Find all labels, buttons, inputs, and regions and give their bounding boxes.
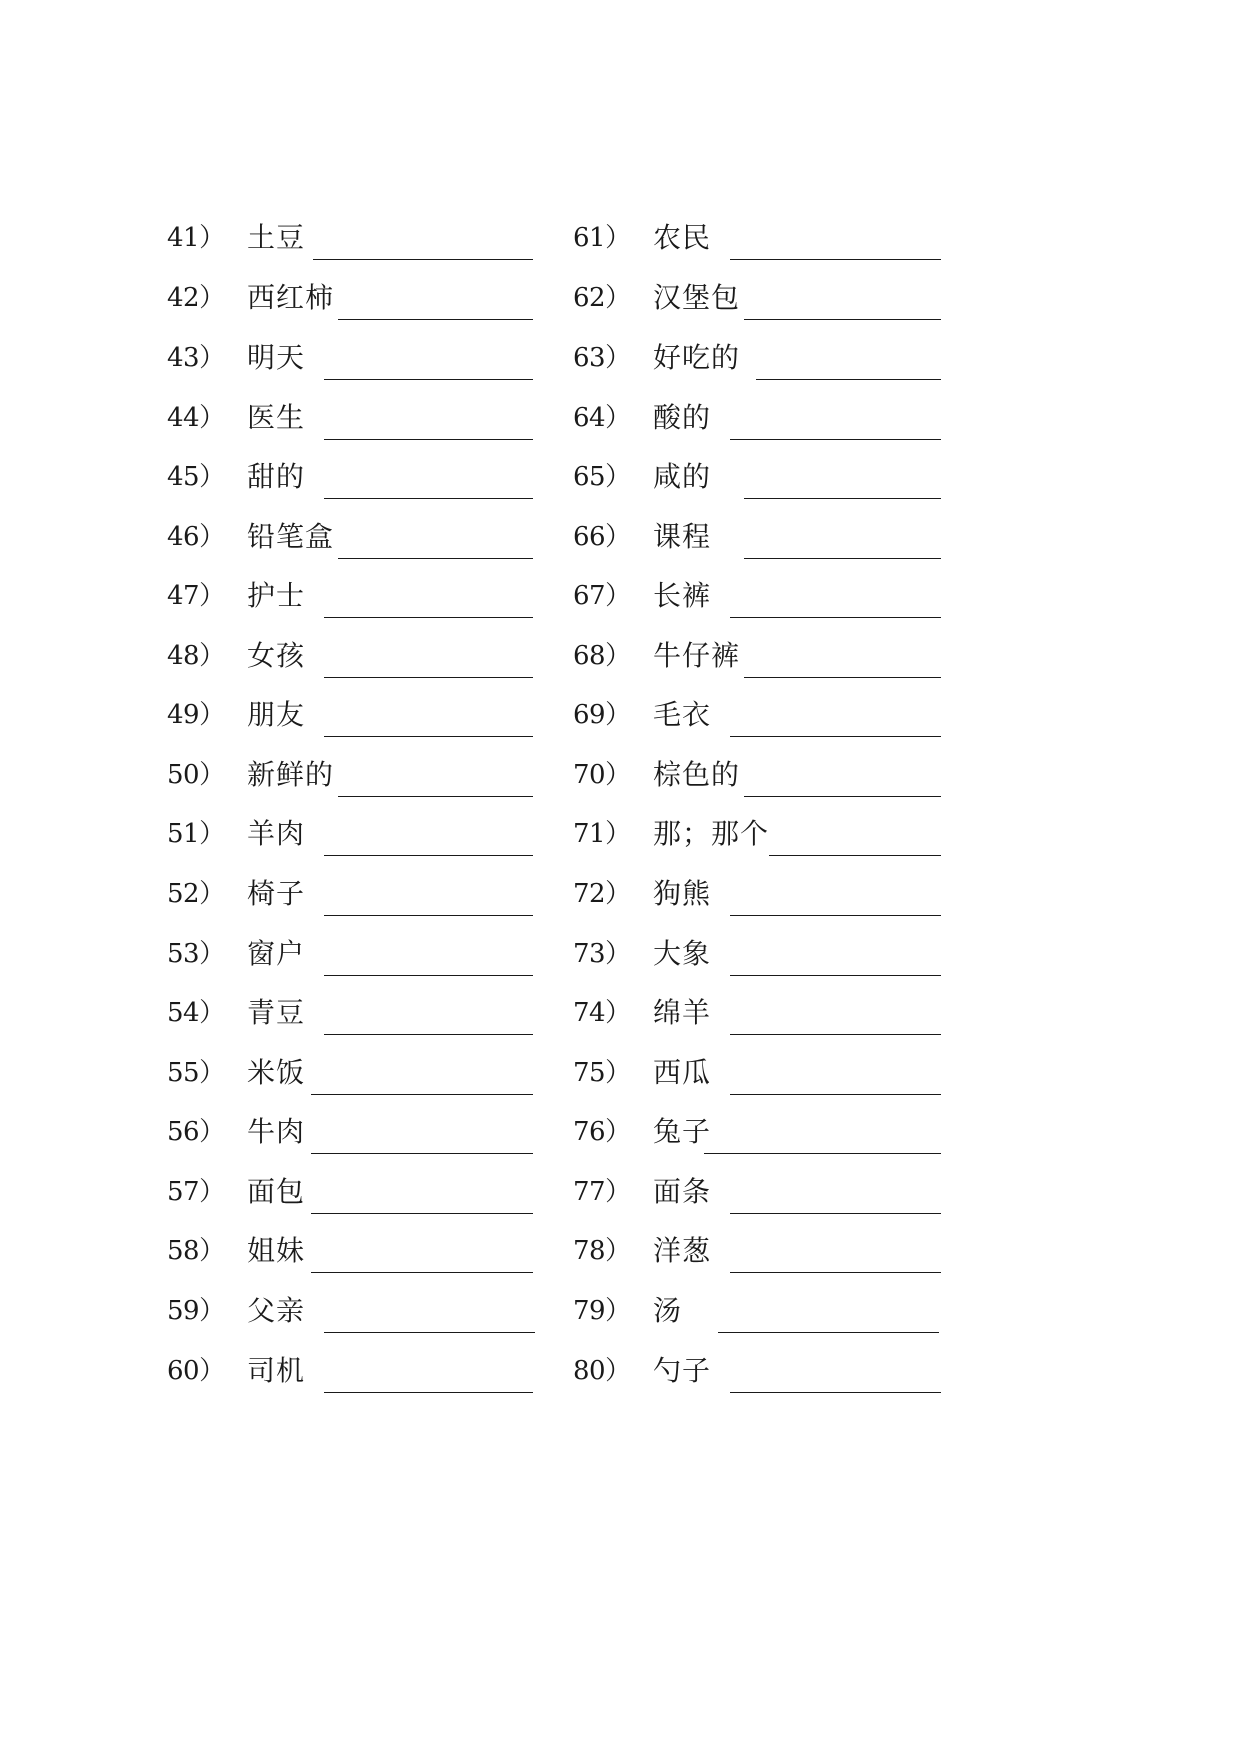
answer-line[interactable] [730, 439, 941, 440]
item-number: 61） [573, 223, 631, 253]
list-item [573, 995, 943, 1035]
item-number: 78） [573, 1236, 631, 1266]
list-item [573, 1055, 943, 1095]
answer-line[interactable] [311, 1272, 533, 1273]
list-item [573, 1174, 943, 1214]
answer-line[interactable] [730, 975, 941, 976]
answer-line[interactable] [744, 677, 941, 678]
item-word: 司机 [247, 1354, 306, 1387]
item-word: 青豆 [247, 996, 306, 1029]
item-number: 43） [167, 343, 225, 373]
list-item [167, 1174, 535, 1214]
item-number: 76） [573, 1117, 631, 1147]
list-item [573, 1114, 943, 1154]
item-number: 73） [573, 939, 631, 969]
answer-line[interactable] [744, 498, 941, 499]
item-word: 米饭 [247, 1056, 306, 1089]
item-number: 54） [167, 998, 225, 1028]
list-item [573, 519, 943, 559]
item-word: 绵羊 [653, 996, 712, 1029]
item-number: 62） [573, 283, 631, 313]
answer-line[interactable] [338, 319, 533, 320]
item-number: 65） [573, 462, 631, 492]
answer-line[interactable] [704, 1153, 941, 1154]
item-word: 大象 [653, 937, 712, 970]
answer-line[interactable] [744, 319, 941, 320]
list-item [167, 459, 535, 499]
list-item [167, 220, 535, 260]
answer-line[interactable] [324, 379, 533, 380]
answer-line[interactable] [313, 259, 533, 260]
list-item [573, 220, 943, 260]
item-word: 洋葱 [653, 1234, 712, 1267]
answer-line[interactable] [744, 796, 941, 797]
answer-line[interactable] [324, 975, 533, 976]
answer-line[interactable] [338, 796, 533, 797]
item-word: 椅子 [247, 877, 306, 910]
list-item [573, 757, 943, 797]
answer-line[interactable] [730, 1094, 941, 1095]
item-word: 朋友 [247, 698, 306, 731]
answer-line[interactable] [744, 558, 941, 559]
item-number: 41） [167, 223, 225, 253]
list-item [573, 876, 943, 916]
answer-line[interactable] [324, 855, 533, 856]
item-number: 60） [167, 1356, 225, 1386]
list-item [167, 280, 535, 320]
answer-line[interactable] [324, 1034, 533, 1035]
answer-line[interactable] [324, 677, 533, 678]
item-word: 咸的 [653, 460, 712, 493]
list-item [167, 995, 535, 1035]
answer-line[interactable] [769, 855, 941, 856]
list-item [573, 1353, 943, 1393]
list-item [167, 519, 535, 559]
item-word: 甜的 [247, 460, 306, 493]
item-number: 68） [573, 641, 631, 671]
item-word: 姐妹 [247, 1234, 306, 1267]
answer-line[interactable] [324, 915, 533, 916]
list-item [167, 1233, 535, 1273]
list-item [573, 280, 943, 320]
answer-line[interactable] [338, 558, 533, 559]
list-item [167, 1293, 535, 1333]
answer-line[interactable] [730, 1392, 941, 1393]
item-word: 女孩 [247, 639, 306, 672]
item-number: 77） [573, 1177, 631, 1207]
list-item [573, 697, 943, 737]
answer-line[interactable] [730, 736, 941, 737]
item-word: 长裤 [653, 579, 712, 612]
item-word: 棕色的 [653, 758, 741, 791]
answer-line[interactable] [730, 1272, 941, 1273]
item-number: 59） [167, 1296, 225, 1326]
answer-line[interactable] [324, 736, 533, 737]
list-item [573, 638, 943, 678]
answer-line[interactable] [756, 379, 941, 380]
item-word: 新鲜的 [247, 758, 335, 791]
answer-line[interactable] [324, 1392, 533, 1393]
item-number: 80） [573, 1356, 631, 1386]
answer-line[interactable] [324, 617, 533, 618]
item-number: 49） [167, 700, 225, 730]
item-number: 70） [573, 760, 631, 790]
list-item [167, 936, 535, 976]
list-item [167, 578, 535, 618]
answer-line[interactable] [730, 617, 941, 618]
item-number: 79） [573, 1296, 631, 1326]
answer-line[interactable] [311, 1153, 533, 1154]
list-item [573, 459, 943, 499]
item-word: 酸的 [653, 401, 712, 434]
item-number: 74） [573, 998, 631, 1028]
item-number: 66） [573, 522, 631, 552]
list-item [167, 816, 535, 856]
list-item [573, 1233, 943, 1273]
item-number: 57） [167, 1177, 225, 1207]
item-number: 55） [167, 1058, 225, 1088]
item-word: 医生 [247, 401, 306, 434]
item-word: 面包 [247, 1175, 306, 1208]
answer-line[interactable] [311, 1213, 533, 1214]
item-number: 45） [167, 462, 225, 492]
item-number: 47） [167, 581, 225, 611]
item-number: 75） [573, 1058, 631, 1088]
item-number: 50） [167, 760, 225, 790]
list-item [167, 400, 535, 440]
item-word: 窗户 [247, 937, 306, 970]
answer-line[interactable] [730, 259, 941, 260]
item-word: 课程 [653, 520, 712, 553]
item-number: 63） [573, 343, 631, 373]
list-item [573, 936, 943, 976]
item-word: 毛衣 [653, 698, 712, 731]
item-word: 面条 [653, 1175, 712, 1208]
item-number: 72） [573, 879, 631, 909]
item-word: 西红柿 [247, 281, 335, 314]
item-word: 明天 [247, 341, 306, 374]
item-number: 69） [573, 700, 631, 730]
item-word: 勺子 [653, 1354, 712, 1387]
item-word: 父亲 [247, 1294, 306, 1327]
answer-line[interactable] [324, 498, 533, 499]
answer-line[interactable] [730, 915, 941, 916]
item-number: 52） [167, 879, 225, 909]
list-item [167, 1353, 535, 1393]
item-word: 汉堡包 [653, 281, 741, 314]
item-word: 汤 [653, 1294, 683, 1327]
item-number: 56） [167, 1117, 225, 1147]
answer-line[interactable] [311, 1094, 533, 1095]
item-word: 好吃的 [653, 341, 741, 374]
answer-line[interactable] [730, 1213, 941, 1214]
item-number: 64） [573, 403, 631, 433]
item-number: 51） [167, 819, 225, 849]
item-number: 44） [167, 403, 225, 433]
list-item [167, 697, 535, 737]
item-number: 53） [167, 939, 225, 969]
item-number: 71） [573, 819, 631, 849]
list-item [167, 1055, 535, 1095]
item-word: 农民 [653, 221, 712, 254]
list-item [573, 1293, 943, 1333]
list-item [573, 816, 943, 856]
answer-line[interactable] [324, 1332, 535, 1333]
item-word: 西瓜 [653, 1056, 712, 1089]
list-item [573, 400, 943, 440]
list-item [167, 340, 535, 380]
item-word: 羊肉 [247, 817, 306, 850]
item-word: 护士 [247, 579, 306, 612]
item-number: 42） [167, 283, 225, 313]
item-number: 46） [167, 522, 225, 552]
item-word: 牛肉 [247, 1115, 306, 1148]
answer-line[interactable] [730, 1034, 941, 1035]
item-word: 铅笔盒 [247, 520, 335, 553]
item-number: 67） [573, 581, 631, 611]
list-item [573, 578, 943, 618]
list-item [167, 757, 535, 797]
item-word: 牛仔裤 [653, 639, 741, 672]
item-word: 那；那个 [653, 817, 770, 850]
item-word: 兔子 [653, 1115, 712, 1148]
answer-line[interactable] [718, 1332, 939, 1333]
item-word: 土豆 [247, 221, 306, 254]
list-item [167, 876, 535, 916]
item-number: 58） [167, 1236, 225, 1266]
answer-line[interactable] [324, 439, 533, 440]
item-number: 48） [167, 641, 225, 671]
item-word: 狗熊 [653, 877, 712, 910]
list-item [167, 638, 535, 678]
list-item [167, 1114, 535, 1154]
list-item [573, 340, 943, 380]
